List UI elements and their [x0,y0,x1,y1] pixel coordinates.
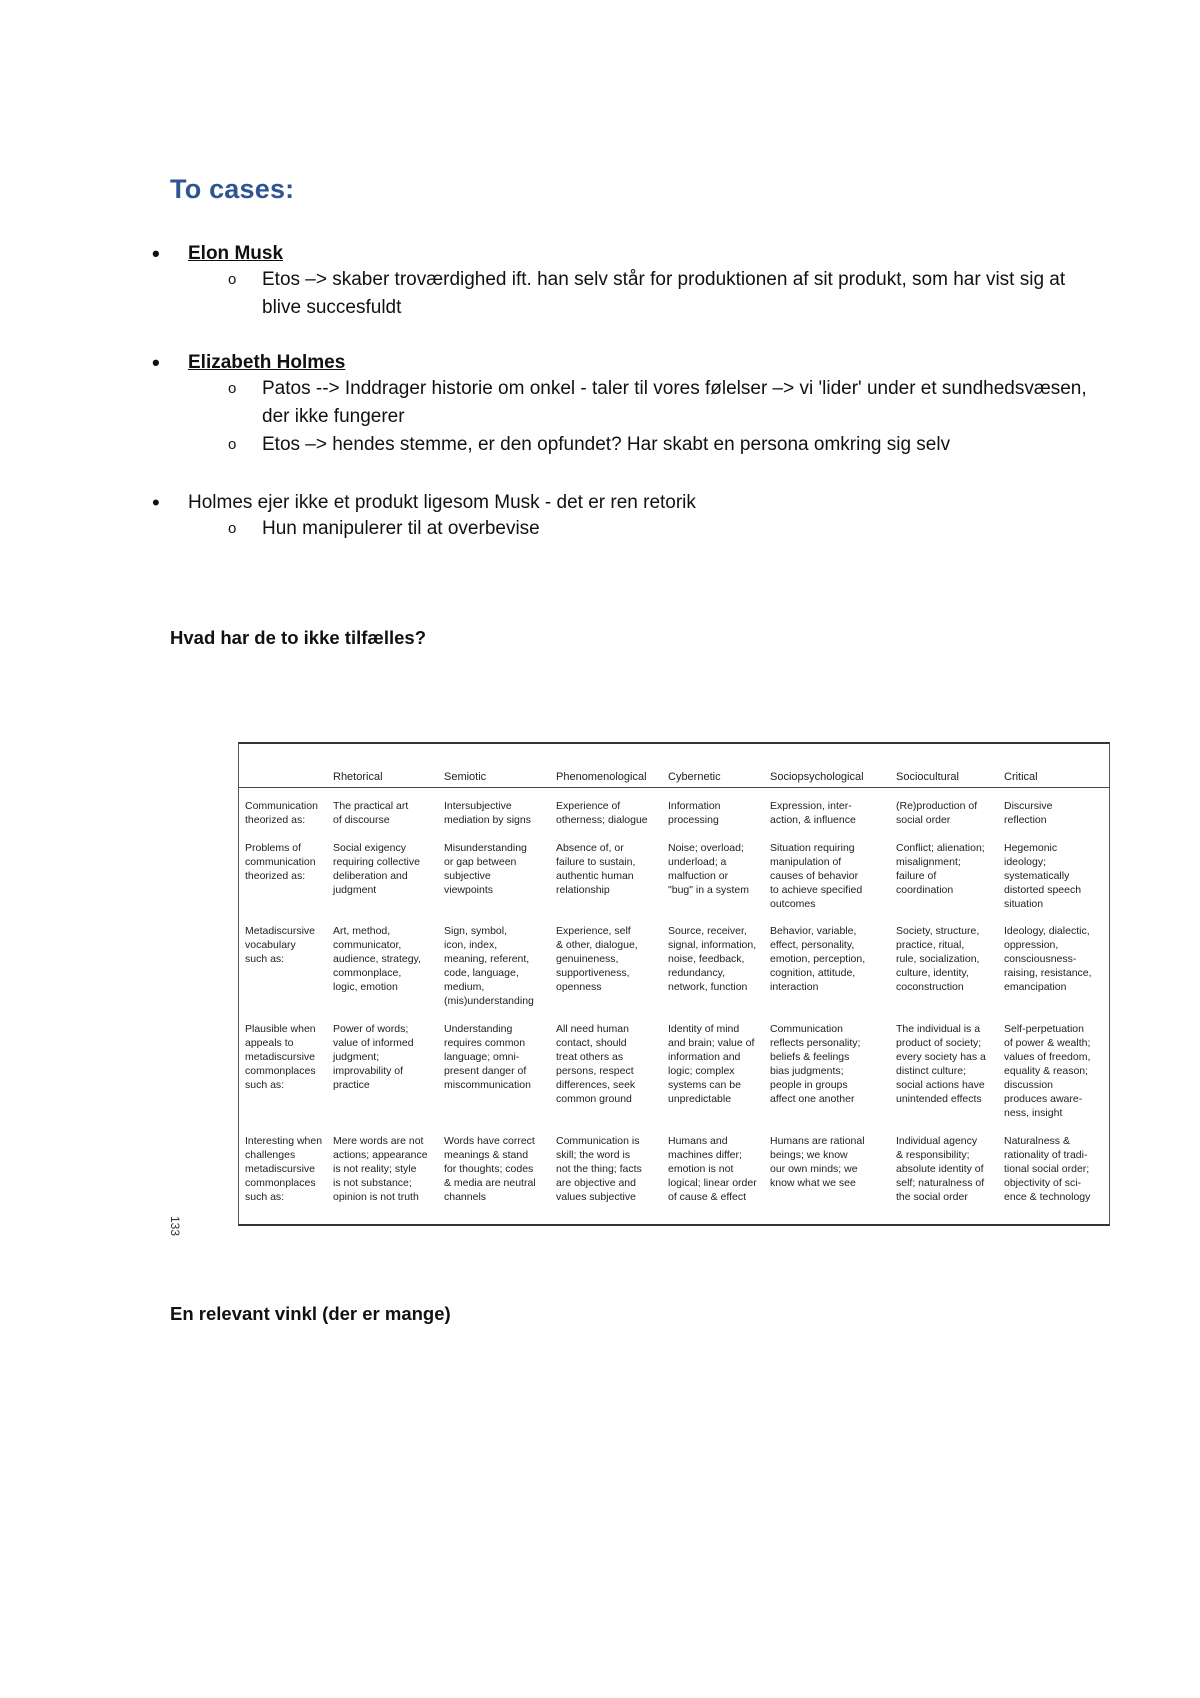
table-cell: The practical art of discourse [333,800,409,826]
comparison-sub-1 [228,515,1102,543]
column-header: Rhetorical [333,771,383,783]
page-title: To cases: [170,174,295,204]
column-header: Semiotic [444,771,487,783]
page-number: 133 [168,1216,182,1237]
row-label: Plausible when appeals to metadiscursive commonplaces such as: [245,1023,316,1091]
column-header: Phenomenological [556,771,647,783]
circle-bullet-icon: o [228,271,237,288]
table-cell: Situation requiring manipulation of causes of behavior to achieve specified outcomes [770,842,863,910]
case-holmes-sub-1 [228,375,1102,431]
table-cell: Noise; overload; underload; a malfuction or "bug" in a system [668,842,749,896]
circle-bullet-icon: o [228,520,237,537]
circle-bullet-icon: o [228,380,237,397]
sub-item-text: Patos --> Inddrager historie om onkel - taler til vores følelser –> vi 'lider' under et sundhedsvæsen, der ikke fungerer [262,378,1087,427]
theory-table-figure [238,742,1110,1226]
table-cell: Ideology, dialectic, oppression, consciousness- raising, resistance, emancipation [1004,925,1092,993]
table-cell: Communication reflects personality; beliefs & feelings bias judgments; people in groups affect one another [770,1023,861,1105]
table-cell: Absence of, or failure to sustain, authentic human relationship [556,842,636,896]
row-label: Communication theorized as: [245,800,318,826]
column-header: Cybernetic [668,771,721,783]
table-cell: Discursive reflection [1004,800,1053,826]
table-cell: Identity of mind and brain; value of information and logic; complex systems can be unpredictable [668,1023,755,1105]
table-cell: Society, structure, practice, ritual, rule, socialization, culture, identity, coconstruction [896,925,980,993]
table-cell: Individual agency & responsibility; absolute identity of self; naturalness of the social order [896,1135,985,1203]
table-cell: Source, receiver, signal, information, noise, feedback, redundancy, network, function [668,925,757,993]
row-label: Interesting when challenges metadiscursive commonplaces such as: [245,1135,323,1203]
sub-item-text: Hun manipulerer til at overbevise [262,518,540,539]
case-holmes-sub-2 [228,431,1102,459]
bullet-icon: • [152,490,160,515]
case-elizabeth-holmes [152,349,346,376]
table-cell: Naturalness & rationality of tradi- tional social order; objectivity of sci- ence & technology [1004,1135,1091,1203]
table-cell: Hegemonic ideology; systematically distorted speech situation [1004,842,1082,910]
table-cell: Mere words are not actions; appearance is not reality; style is not substance; opinion is not truth [333,1135,428,1203]
bullet-icon: • [152,350,160,375]
table-cell: Expression, inter- action, & influence [770,800,856,826]
sub-item-text: Etos –> skaber troværdighed ift. han selv står for produktionen af sit produkt, som har vist sig at blive succesfuldt [262,269,1066,318]
sub-item-text: Etos –> hendes stemme, er den opfundet? Har skabt en persona omkring sig selv [262,434,951,455]
table-cell: Sign, symbol, icon, index, meaning, referent, code, language, medium, (mis)understanding [444,925,534,1007]
table-cell: Misunderstanding or gap between subjective viewpoints [444,842,527,896]
table-cell: Words have correct meanings & stand for thoughts; codes & media are neutral channels [444,1135,536,1203]
column-header: Sociopsychological [770,771,864,783]
table-cell: Understanding requires common language; omni- present danger of miscommunication [444,1023,531,1091]
table-cell: Experience of otherness; dialogue [556,800,648,826]
table-cell: Humans and machines differ; emotion is not logical; linear order of cause & effect [668,1135,757,1203]
column-header: Critical [1004,771,1038,783]
row-label: Problems of communication theorized as: [245,842,316,882]
circle-bullet-icon: o [228,436,237,453]
table-cell: Intersubjective mediation by signs [444,800,531,826]
question-heading: Hvad har de to ikke tilfælles? [170,627,426,648]
table-cell: Communication is skill; the word is not the thing; facts are objective and values subjective [556,1135,642,1203]
comparison-item [152,489,696,516]
comparison-text: Holmes ejer ikke et produkt ligesom Musk - det er ren retorik [188,492,696,513]
table-cell: Humans are rational beings; we know our own minds; we know what we see [770,1135,865,1189]
table-cell: (Re)production of social order [896,800,978,826]
case-elon-musk [152,240,284,267]
table-cell: All need human contact, should treat others as persons, respect differences, seek common ground [556,1023,636,1105]
table-cell: Self-perpetuation of power & wealth; values of freedom, equality & reason; discussion produces aware- ness, insight [1004,1023,1091,1119]
column-header: Sociocultural [896,771,959,783]
table-cell: Behavior, variable, effect, personality, emotion, perception, cognition, attitude, interaction [770,925,866,993]
table-cell: Social exigency requiring collective deliberation and judgment [333,842,420,896]
table-cell: The individual is a product of society; every society has a distinct culture; social actions have unintended effects [896,1023,986,1105]
table-cell: Experience, self & other, dialogue, genuineness, supportiveness, openness [556,925,638,993]
case-name: Elon Musk [188,243,284,264]
table-cell: Power of words; value of informed judgment; improvability of practice [333,1023,414,1091]
case-elon-musk-sub-1 [228,266,1102,322]
case-name: Elizabeth Holmes [188,352,346,373]
row-label: Metadiscursive vocabulary such as: [245,925,316,965]
table-cell: Information processing [668,800,721,826]
table-cell: Conflict; alienation; misalignment; failure of coordination [896,842,985,896]
closing-heading: En relevant vinkl (der er mange) [170,1303,451,1324]
table-cell: Art, method, communicator, audience, strategy, commonplace, logic, emotion [333,925,421,993]
bullet-icon: • [152,241,160,266]
